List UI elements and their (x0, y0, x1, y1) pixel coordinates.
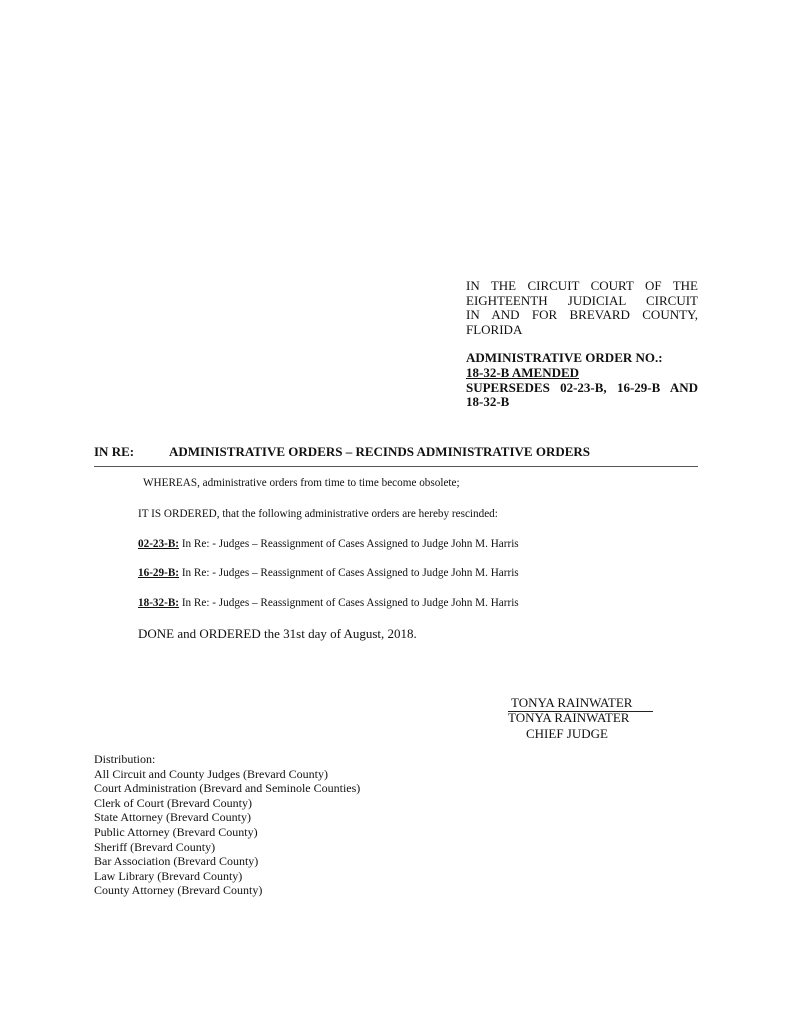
printed-name: TONYA RAINWATER (508, 710, 630, 725)
order-item-text: In Re: - Judges – Reassignment of Cases Assigned to Judge John M. Harris (179, 567, 519, 579)
order-number-block (466, 351, 698, 409)
distribution-item: Law Library (Brevard County) (94, 868, 243, 883)
rescinded-order-item (138, 597, 519, 609)
court-line: EIGHTEENTH JUDICIAL CIRCUIT (466, 292, 698, 308)
distribution-list (94, 752, 360, 898)
order-label: ADMINISTRATIVE ORDER NO.: (466, 350, 663, 366)
judge-title: CHIEF JUDGE (526, 726, 608, 741)
rescinded-order-item (138, 538, 519, 550)
ordered-paragraph: IT IS ORDERED, that the following administrative orders are hereby rescinded: (138, 508, 498, 520)
whereas-paragraph: WHEREAS, administrative orders from time to time become obsolete; (143, 477, 460, 489)
heading-divider (94, 466, 698, 467)
court-line: IN THE CIRCUIT COURT OF THE (466, 278, 698, 293)
supersedes-line: 18-32-B (466, 394, 510, 410)
order-item-text: In Re: - Judges – Reassignment of Cases Assigned to Judge John M. Harris (179, 597, 519, 609)
done-and-ordered: DONE and ORDERED the 31st day of August, 2018. (138, 626, 417, 641)
distribution-item: Court Administration (Brevard and Seminole Counties) (94, 781, 361, 796)
distribution-item: County Attorney (Brevard County) (94, 883, 263, 898)
distribution-item: Sheriff (Brevard County) (94, 839, 216, 854)
distribution-item: Public Attorney (Brevard County) (94, 824, 258, 839)
signature-name: TONYA RAINWATER (511, 695, 633, 710)
order-item-number: 18-32-B: (138, 597, 180, 609)
order-item-number: 02-23-B: (138, 538, 180, 550)
order-item-text: In Re: - Judges – Reassignment of Cases Assigned to Judge John M. Harris (179, 538, 519, 550)
distribution-item: Clerk of Court (Brevard County) (94, 795, 252, 810)
court-line: FLORIDA (466, 321, 523, 337)
in-re-title: ADMINISTRATIVE ORDERS – RECINDS ADMINISTRATIVE ORDERS (169, 444, 591, 459)
order-number: 18-32-B AMENDED (466, 364, 580, 380)
distribution-heading: Distribution: (94, 752, 156, 766)
in-re-label: IN RE: (94, 444, 135, 459)
distribution-item: Bar Association (Brevard County) (94, 854, 259, 869)
court-caption (466, 279, 698, 410)
supersedes-line: SUPERSEDES 02-23-B, 16-29-B AND (466, 379, 698, 395)
court-line: IN AND FOR BREVARD COUNTY, (466, 307, 698, 323)
distribution-item: State Attorney (Brevard County) (94, 810, 251, 825)
rescinded-order-item (138, 567, 519, 579)
order-item-number: 16-29-B: (138, 567, 180, 579)
distribution-item: All Circuit and County Judges (Brevard County) (94, 766, 328, 781)
